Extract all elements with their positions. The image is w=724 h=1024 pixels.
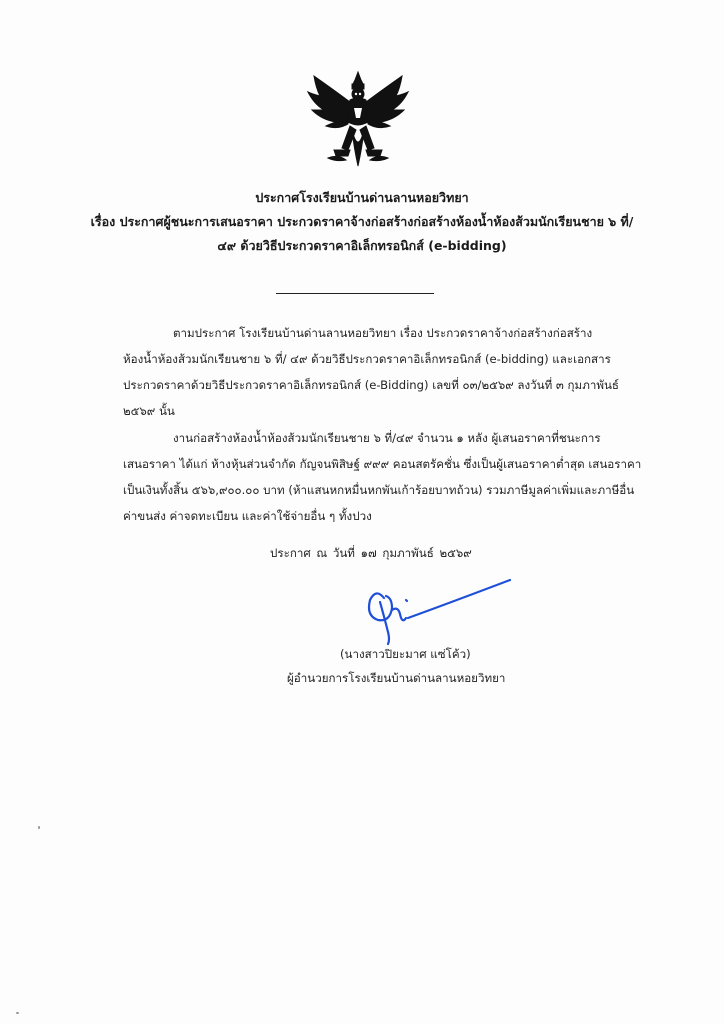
paragraph-winner	[123, 425, 642, 529]
signer-name: (นางสาวปิยะมาศ แซ่โค้ว)	[340, 647, 471, 661]
paragraph-line: เสนอราคา ได้แก่ ห้างหุ้นส่วนจำกัด กัญจนพิสิษฐ์ ๙๙๙ คอนสตรัคชั่น ซึ่งเป็นผู้เสนอราคาต่ำสุด เสนอราคา	[123, 457, 642, 471]
announcement-date: ประกาศ ณ วันที่ ๑๗ กุมภาพันธ์ ๒๕๖๙	[270, 546, 472, 560]
scan-speck	[38, 826, 40, 829]
header-divider	[276, 293, 434, 294]
scan-speck	[16, 1012, 19, 1014]
handwritten-signature	[362, 570, 522, 650]
paragraph-reference	[123, 320, 619, 424]
subject-line-continued: ๔๙ ด้วยวิธีประกวดราคาอิเล็กทรอนิกส์ (e-bidding)	[217, 238, 507, 253]
paragraph-line: ๒๕๖๙ นั้น	[123, 404, 175, 418]
signer-title: ผู้อำนวยการโรงเรียนบ้านด่านลานหอยวิทยา	[287, 671, 506, 685]
paragraph-line: ค่าขนส่ง ค่าจดทะเบียน และค่าใช้จ่ายอื่น ๆ ทั้งปวง	[123, 509, 372, 523]
paragraph-line: งานก่อสร้างห้องน้ำห้องส้วมนักเรียนชาย ๖ ที่/๔๙ จำนวน ๑ หลัง ผู้เสนอราคาที่ชนะการ	[173, 431, 601, 445]
issuer-title: ประกาศโรงเรียนบ้านด่านลานหอยวิทยา	[255, 190, 469, 205]
paragraph-line: ห้องน้ำห้องส้วมนักเรียนชาย ๖ ที่/ ๔๙ ด้วยวิธีประกวดราคาอิเล็กทรอนิกส์ (e-bidding) และเอกสาร	[123, 352, 611, 366]
paragraph-line: เป็นเงินทั้งสิ้น ๕๖๖,๙๐๐.๐๐ บาท (ห้าแสนหกหมื่นหกพันเก้าร้อยบาทถ้วน) รวมภาษีมูลค่าเพิ่มและภาษีอื่น	[123, 483, 635, 497]
garuda-emblem-icon	[306, 70, 410, 170]
document-header	[80, 186, 644, 258]
paragraph-line: ตามประกาศ โรงเรียนบ้านด่านลานหอยวิทยา เรื่อง ประกวดราคาจ้างก่อสร้างก่อสร้าง	[173, 326, 593, 340]
paragraph-line: ประกวดราคาด้วยวิธีประกวดราคาอิเล็กทรอนิกส์ (e-Bidding) เลขที่ ๐๓/๒๕๖๙ ลงวันที่ ๓ กุมภาพันธ์	[123, 378, 619, 392]
subject-line: เรื่อง ประกาศผู้ชนะการเสนอราคา ประกวดราคาจ้างก่อสร้างก่อสร้างห้องน้ำห้องส้วมนักเรียนชาย ๖ ที่/	[90, 214, 634, 229]
